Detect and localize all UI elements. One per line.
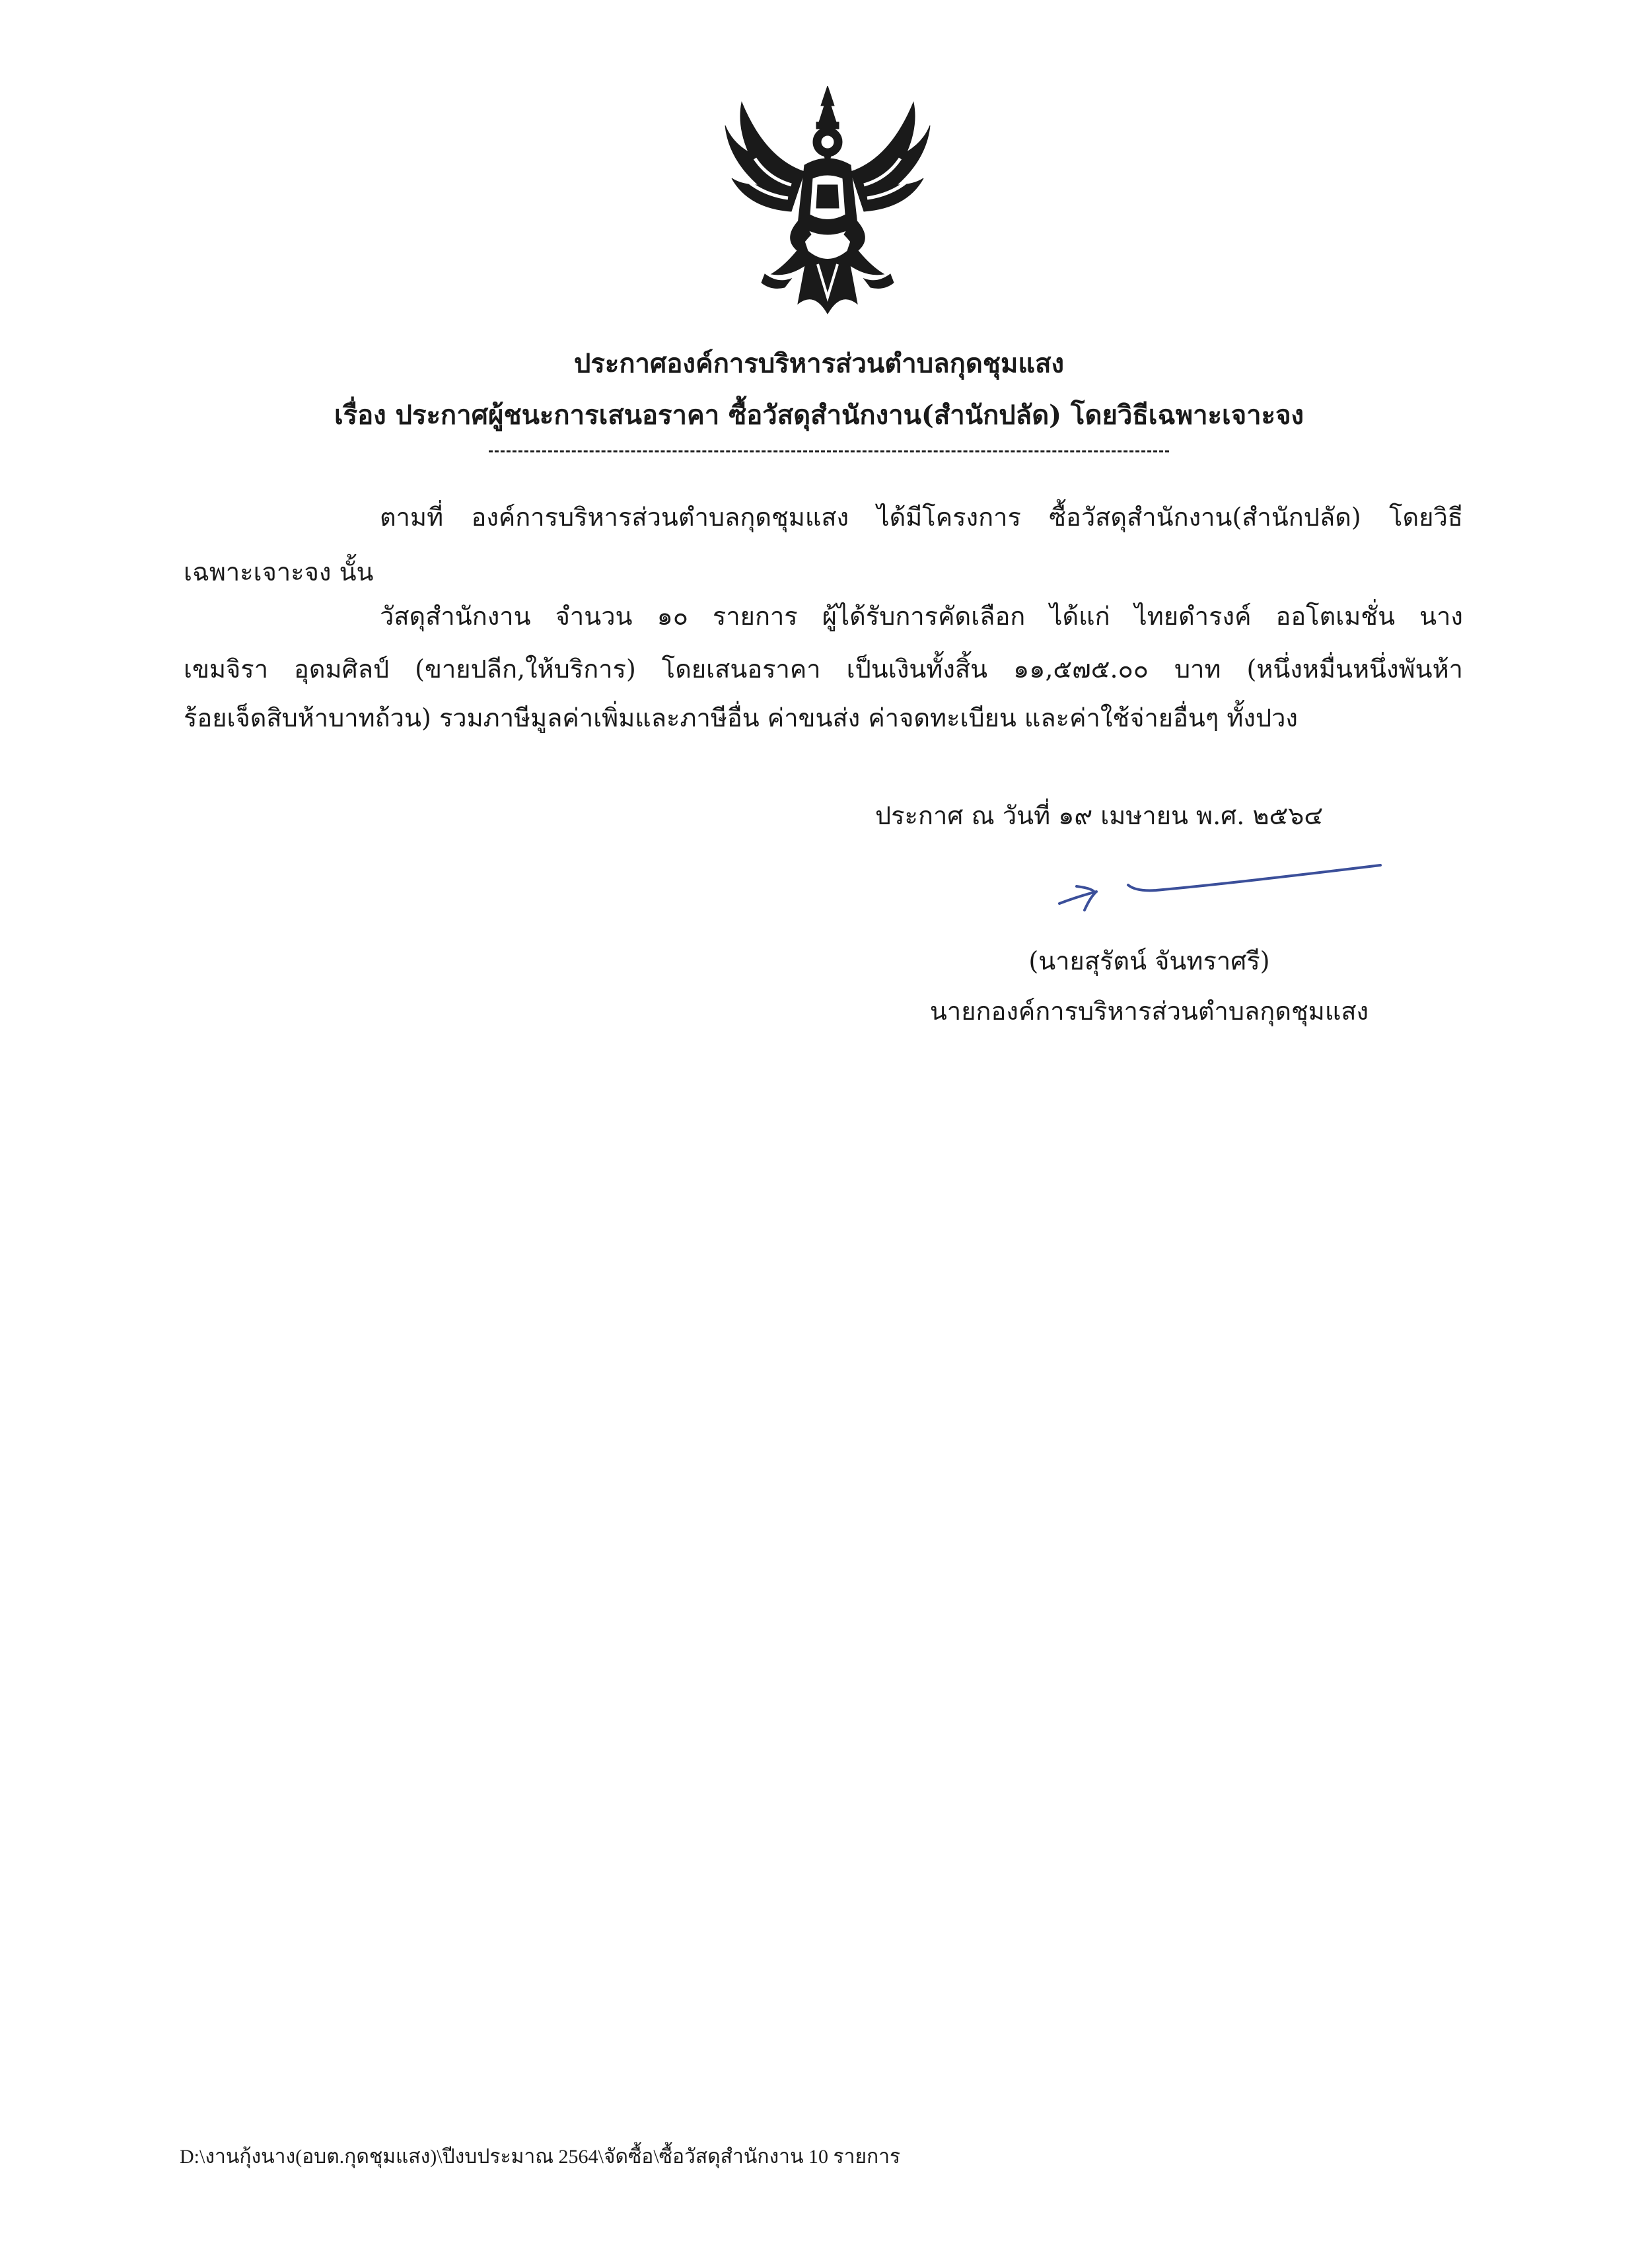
- paragraph-2-line-1: วัสดุสำนักงาน จำนวน ๑๐ รายการ ผู้ได้รับการคัดเลือก ได้แก่ ไทยดำรงค์ ออโตเมชั่น นาง: [380, 602, 1463, 631]
- document-subject: เรื่อง ประกาศผู้ชนะการเสนอราคา ซื้อวัสดุสำนักงาน(สำนักปลัด) โดยวิธีเฉพาะเจาะจง: [334, 400, 1304, 431]
- document-title: ประกาศองค์การบริหารส่วนตำบลกุดชุมแสง: [573, 348, 1065, 379]
- paragraph-1-line-2: เฉพาะเจาะจง นั้น: [184, 557, 374, 586]
- handwritten-signature: [1057, 852, 1400, 925]
- signatory-position: นายกองค์การบริหารส่วนตำบลกุดชุมแสง: [929, 997, 1369, 1026]
- signatory-name: (นายสุรัตน์ จันทราศรี): [1028, 946, 1270, 975]
- file-path-footer: D:\งานกุ้งนาง(อบต.กุดชุมแสง)\ปีงบประมาณ 2564\จัดซื้อ\ซื้อวัสดุสำนักงาน 10 รายการ: [180, 2146, 901, 2168]
- paragraph-2-line-2: เขมจิรา อุดมศิลป์ (ขายปลีก,ให้บริการ) โดยเสนอราคา เป็นเงินทั้งสิ้น ๑๑,๕๗๕.๐๐ บาท (หนึ่งหมื่นหนึ่งพันห้า: [184, 655, 1463, 684]
- paragraph-1-line-1: ตามที่ องค์การบริหารส่วนตำบลกุดชุมแสง ได้มีโครงการ ซื้อวัสดุสำนักงาน(สำนักปลัด) โดยวิธี: [380, 503, 1463, 532]
- paragraph-2-line-3: ร้อยเจ็ดสิบห้าบาทถ้วน) รวมภาษีมูลค่าเพิ่มและภาษีอื่น ค่าขนส่ง ค่าจดทะเบียน และค่าใช้จ่ายอื่นๆ ทั้งปวง: [184, 703, 1298, 732]
- garuda-emblem-icon: [719, 86, 937, 317]
- divider-line: [489, 450, 1169, 452]
- announcement-date: ประกาศ ณ วันที่ ๑๙ เมษายน พ.ศ. ๒๕๖๔: [875, 801, 1324, 830]
